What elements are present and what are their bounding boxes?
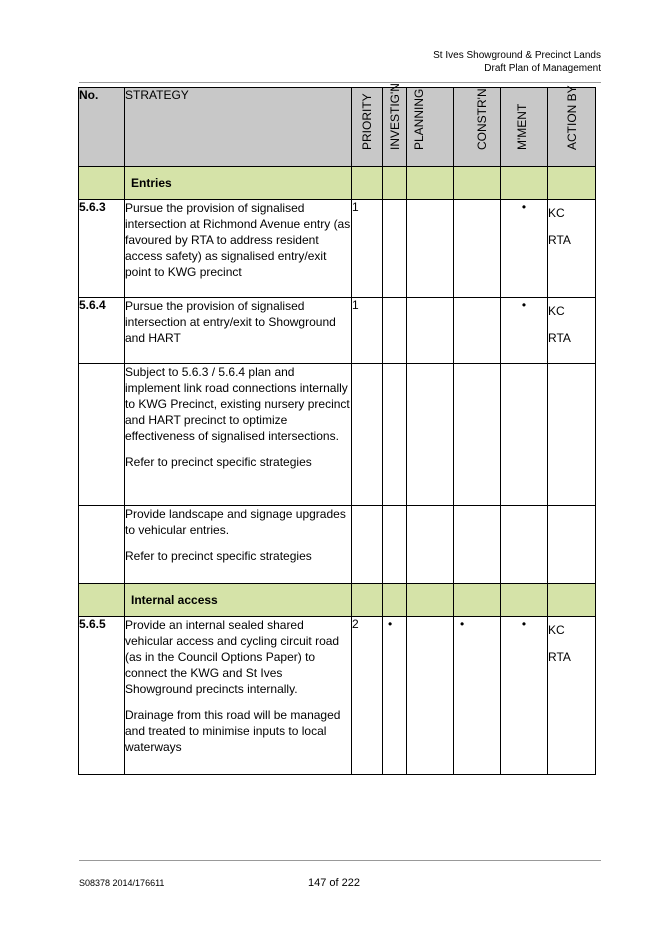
- section-cell: [407, 167, 454, 200]
- header-divider: [79, 82, 601, 83]
- strategy-table: [78, 83, 596, 775]
- strategy-paragraph: Drainage from this road will be managed and treated to minimise inputs to local waterways: [125, 708, 341, 754]
- col-header-management: [501, 88, 548, 167]
- table-row: [79, 506, 596, 584]
- construction-cell: [454, 364, 501, 506]
- construction-cell: [454, 506, 501, 584]
- section-title: Internal access: [125, 584, 352, 617]
- row-number-empty: [79, 506, 125, 584]
- section-cell: [383, 167, 407, 200]
- table-header-row: [79, 88, 596, 167]
- strategy-paragraph: Refer to precinct specific strategies: [125, 455, 312, 469]
- planning-cell: [407, 617, 454, 775]
- table-row: [79, 200, 596, 298]
- section-cell: [501, 584, 548, 617]
- strategy-text: [125, 617, 352, 775]
- col-header-construction-label: CONSTR'N: [474, 88, 489, 150]
- priority-cell: [352, 506, 383, 584]
- action-by-cell: [548, 200, 596, 298]
- strategy-text: [125, 364, 352, 506]
- priority-value: 1: [352, 200, 383, 298]
- page-header: [433, 49, 601, 75]
- action-by-cell: [548, 364, 596, 506]
- col-header-priority-label: PRIORITY: [360, 93, 374, 150]
- priority-cell: [352, 364, 383, 506]
- management-bullet: •: [501, 200, 548, 298]
- strategy-text: [125, 298, 352, 364]
- strategy-text: [125, 506, 352, 584]
- strategy-paragraph: Refer to precinct specific strategies: [125, 549, 312, 563]
- header-subtitle: Draft Plan of Management: [484, 63, 601, 74]
- col-header-strategy: STRATEGY: [125, 88, 352, 167]
- investigation-bullet: •: [383, 617, 407, 775]
- row-number: 5.6.4: [79, 298, 125, 364]
- row-number-empty: [79, 364, 125, 506]
- section-cell: [407, 584, 454, 617]
- action-by-cell: [548, 298, 596, 364]
- action-by-value: KC: [548, 304, 565, 318]
- section-cell: [79, 167, 125, 200]
- section-title: Entries: [125, 167, 352, 200]
- action-by-value: RTA: [548, 650, 571, 664]
- page-number: 147 of 222: [308, 877, 360, 889]
- planning-cell: [407, 200, 454, 298]
- strategy-text: [125, 200, 352, 298]
- strategy-paragraph: Provide landscape and signage upgrades to vehicular entries.: [125, 507, 346, 537]
- header-title: St Ives Showground & Precinct Lands: [433, 50, 601, 61]
- planning-cell: [407, 364, 454, 506]
- action-by-cell: [548, 617, 596, 775]
- action-by-cell: [548, 506, 596, 584]
- col-header-action-by: [548, 85, 596, 167]
- strategy-paragraph: Provide an internal sealed shared vehicular access and cycling circuit road (as in the Council Options Paper) to connect the KWG and St Ives Showground precincts internally.: [125, 618, 340, 696]
- priority-value: 2: [352, 617, 383, 775]
- management-bullet: •: [501, 298, 548, 364]
- management-cell: [501, 364, 548, 506]
- row-number: 5.6.5: [79, 617, 125, 775]
- section-cell: [454, 584, 501, 617]
- col-header-no: No.: [79, 88, 125, 167]
- action-by-value: RTA: [548, 331, 571, 345]
- section-cell: [352, 167, 383, 200]
- col-header-investigation: [383, 83, 407, 167]
- planning-cell: [407, 506, 454, 584]
- col-header-planning-label: PLANNING: [412, 88, 426, 150]
- table-row: [79, 364, 596, 506]
- section-cell: [352, 584, 383, 617]
- investigation-cell: [383, 200, 407, 298]
- section-cell: [79, 584, 125, 617]
- col-header-action-by-label: ACTION BY: [564, 85, 579, 150]
- action-by-value: RTA: [548, 233, 571, 247]
- section-row-entries: [79, 167, 596, 200]
- planning-cell: [407, 298, 454, 364]
- investigation-cell: [383, 506, 407, 584]
- col-header-planning: [407, 88, 454, 167]
- table-row: [79, 298, 596, 364]
- section-cell: [548, 584, 596, 617]
- col-header-management-label: M'MENT: [514, 103, 529, 150]
- investigation-cell: [383, 364, 407, 506]
- investigation-cell: [383, 298, 407, 364]
- section-cell: [548, 167, 596, 200]
- strategy-paragraph: Pursue the provision of signalised intersection at entry/exit to Showground and HART: [125, 299, 336, 345]
- col-header-construction: [454, 88, 501, 167]
- section-cell: [501, 167, 548, 200]
- construction-cell: [454, 298, 501, 364]
- strategy-paragraph: Subject to 5.6.3 / 5.6.4 plan and implement link road connections internally to KWG Precinct, existing nursery precinct and HART precinct to optimize effectiveness of signalised intersections.: [125, 365, 350, 443]
- section-cell: [383, 584, 407, 617]
- col-header-priority: [352, 88, 383, 167]
- document-reference: S08378 2014/176611: [79, 878, 165, 888]
- construction-cell: [454, 200, 501, 298]
- action-by-value: KC: [548, 206, 565, 220]
- col-header-investigation-label: INVESTIG'N: [387, 83, 402, 150]
- section-cell: [454, 167, 501, 200]
- row-number: 5.6.3: [79, 200, 125, 298]
- management-cell: [501, 506, 548, 584]
- section-row-internal-access: [79, 584, 596, 617]
- table-row: [79, 617, 596, 775]
- construction-bullet: •: [454, 617, 501, 775]
- footer-divider: [79, 860, 601, 861]
- strategy-paragraph: Pursue the provision of signalised intersection at Richmond Avenue entry (as favoured by RTA to address resident access safety) as signalised entry/exit point to KWG precinct: [125, 201, 351, 279]
- management-bullet: •: [501, 617, 548, 775]
- action-by-value: KC: [548, 623, 565, 637]
- priority-value: 1: [352, 298, 383, 364]
